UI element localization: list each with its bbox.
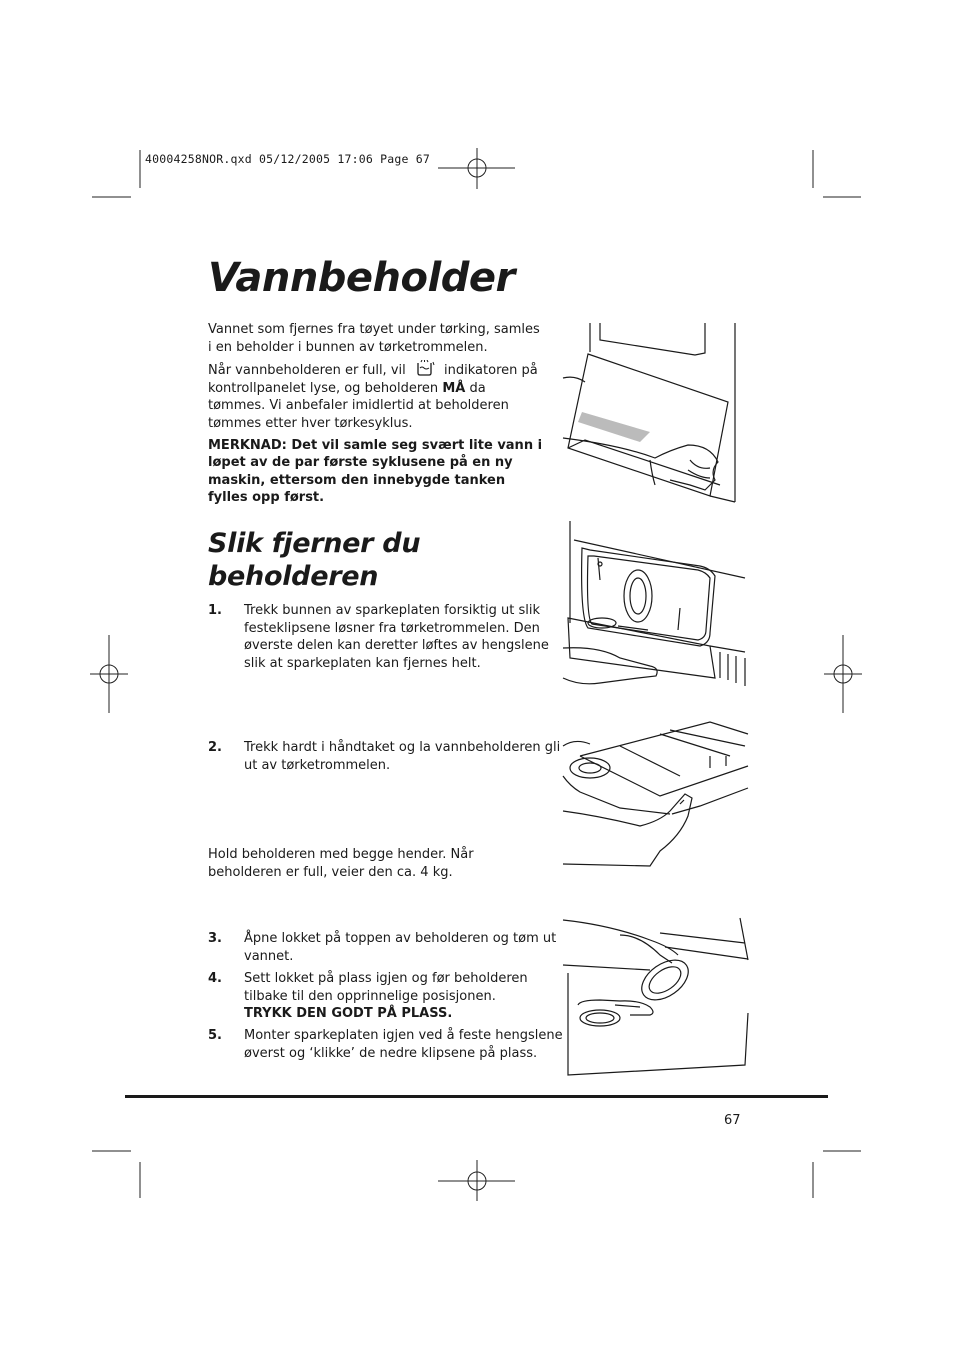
- registration-mark-bottom: [438, 1160, 515, 1201]
- step-text-bold: TRYKK DEN GODT PÅ PLASS.: [244, 1006, 453, 1022]
- page-number: 67: [724, 1113, 741, 1128]
- step-text: [244, 970, 564, 1023]
- hold-instruction: Hold beholderen med begge hender. Når beholderen er full, veier den ca. 4 kg.: [208, 847, 474, 880]
- step-number: 2.: [208, 740, 222, 755]
- section-title: Slik fjerner du beholderen: [208, 528, 421, 592]
- emphasis-ma: MÅ: [442, 380, 466, 396]
- indicator-text-start: Når vannbeholderen er full, vil: [208, 363, 406, 379]
- illustration-kickplate-panel: [560, 518, 750, 703]
- step-text: Trekk bunnen av sparkeplaten forsiktig ut slik festeklipsene løsner fra tørketrommelen. Den øverste delen kan deretter løftes av hengslene slik at sparkeplaten kan fjernes helt.: [244, 603, 549, 671]
- illustration-container-pull: [560, 716, 750, 881]
- step-2: [208, 739, 561, 779]
- step-number: 1.: [208, 603, 222, 618]
- step-number: 5.: [208, 1028, 222, 1043]
- indicator-text-middle: indikatoren på kontrollpanelet lyse, og beholderen: [208, 363, 538, 396]
- indicator-paragraph: [208, 360, 543, 432]
- file-slug: 40004258NOR.qxd 05/12/2005 17:06 Page 67: [145, 152, 430, 166]
- step-5: [208, 1027, 563, 1081]
- registration-mark-top: [438, 148, 515, 189]
- step-text: Monter sparkeplaten igjen ved å feste hengslene øverst og ‘klikke’ de nedre klipsene på plass.: [244, 1028, 563, 1061]
- illustration-container-lid: [560, 915, 750, 1080]
- footer-rule: [125, 1095, 828, 1098]
- illustration-kickplate-removal: [560, 320, 750, 510]
- step-text: Åpne lokket på toppen av beholderen og tøm ut vannet.: [244, 931, 557, 964]
- note-paragraph: MERKNAD: Det vil samle seg svært lite vann i løpet av de par første syklusene på en ny maskin, ettersom den innebygde tanken fylles opp først.: [208, 437, 543, 506]
- step-text: Trekk hardt i håndtaket og la vannbeholderen gli ut av tørketrommelen.: [244, 740, 561, 773]
- step-text-main: Sett lokket på plass igjen og før beholderen tilbake til den opprinnelige posisjonen.: [244, 971, 528, 1004]
- water-container-icon: [414, 360, 436, 376]
- step-number: 4.: [208, 971, 222, 986]
- intro-text: [208, 321, 543, 507]
- step-3: [208, 930, 558, 966]
- page-title: Vannbeholder: [208, 255, 515, 301]
- indicator-text-end: da tømmes. Vi anbefaler imidlertid at beholderen tømmes etter hver tørkesyklus.: [208, 380, 509, 431]
- registration-mark-left: [90, 635, 128, 713]
- step-4: [208, 970, 558, 1024]
- intro-paragraph: Vannet som fjernes fra tøyet under tørking, samles i en beholder i bunnen av tørketrommelen.: [208, 322, 540, 355]
- step-number: 3.: [208, 931, 222, 946]
- registration-mark-right: [824, 635, 862, 713]
- step-1: [208, 602, 558, 692]
